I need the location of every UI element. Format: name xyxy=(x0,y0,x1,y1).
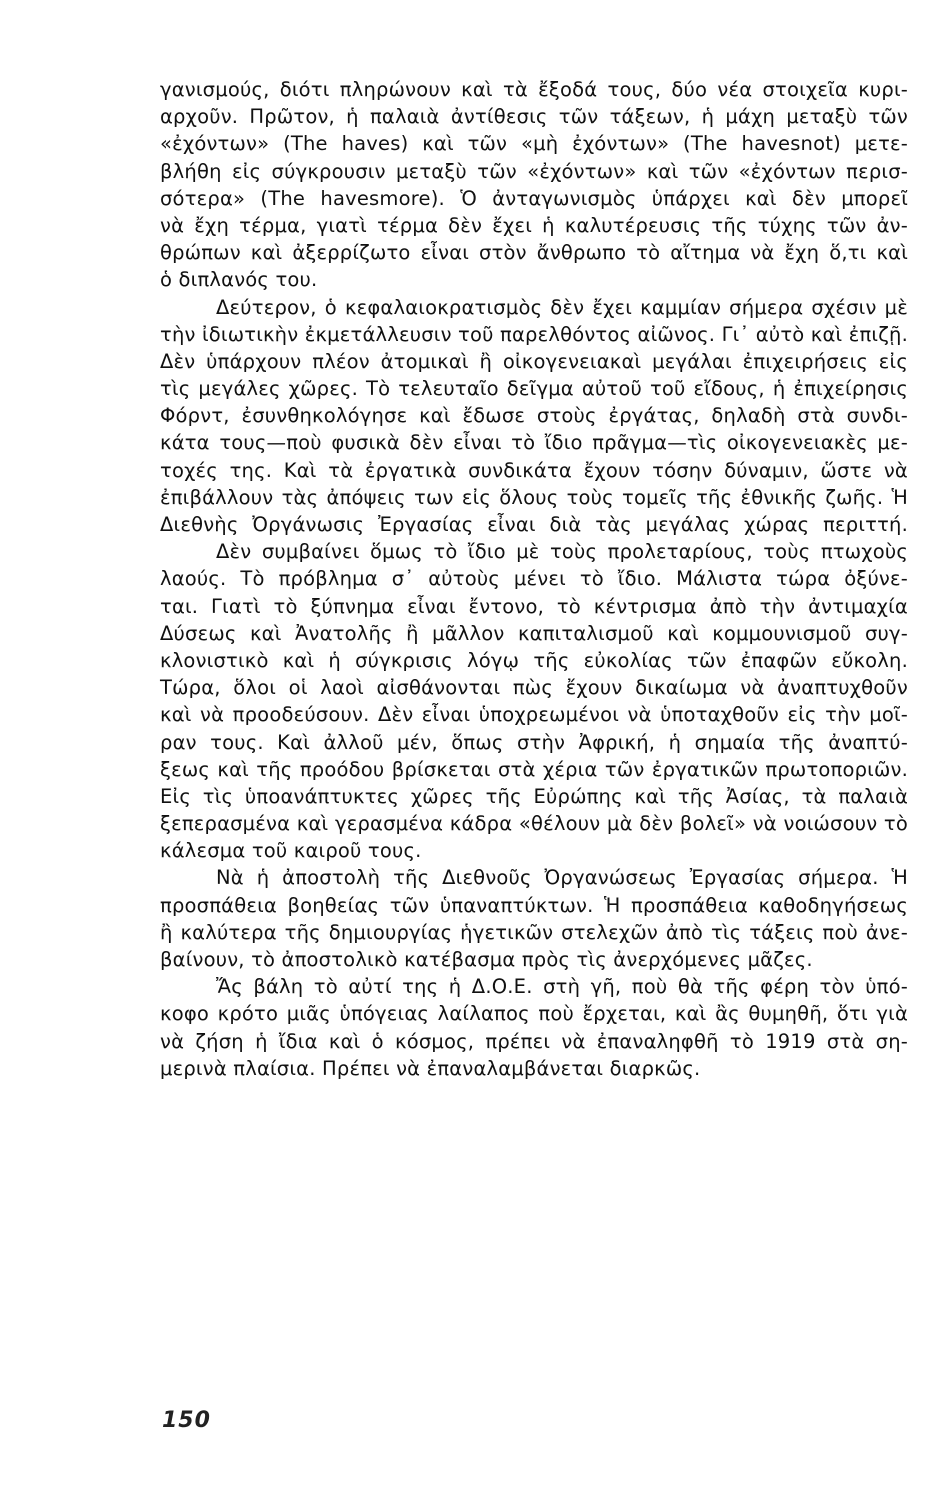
text-line: Δύσεως καὶ Ἀνατολῆς ἢ μᾶλλον καπιταλισμοῦ καὶ κομμουνισμοῦ συγ- xyxy=(160,621,908,645)
text-line: τὶς μεγάλες χῶρες. Τὸ τελευταῖο δεῖγμα αὐτοῦ τοῦ εἴδους, ἡ ἐπιχείρησις xyxy=(160,377,908,401)
text-line: Δεύτερον, ὁ κεφαλαιοκρατισμὸς δὲν ἔχει καμμίαν σήμερα σχέσιν μὲ xyxy=(216,295,908,319)
text-line: κάλεσμα τοῦ καιροῦ τους. xyxy=(160,839,422,863)
text-line: Εἰς τὶς ὑποανάπτυκτες χῶρες τῆς Εὐρώπης καὶ τῆς Ἀσίας, τὰ παλαιὰ xyxy=(160,784,908,808)
text-line: τὴν ἰδιωτικὴν ἐκμετάλλευσιν τοῦ παρελθόντος αἰῶνος. Γι᾿ αὐτὸ καὶ ἐπιζῇ. xyxy=(160,322,908,346)
text-line: αρχοῦν. Πρῶτον, ἡ παλαιὰ ἀντίθεσις τῶν τάξεων, ἡ μάχη μεταξὺ τῶν xyxy=(160,105,908,129)
text-line: κάτα τους—ποὺ φυσικὰ δὲν εἶναι τὸ ἴδιο πρᾶγμα—τὶς οἰκογενειακὲς με- xyxy=(160,431,908,455)
text-line: ραν τους. Καὶ ἀλλοῦ μέν, ὅπως στὴν Ἀφρική, ἡ σημαία τῆς ἀναπτύ- xyxy=(160,730,908,754)
text-line: βλήθη εἰς σύγκρουσιν μεταξὺ τῶν «ἐχόντων» καὶ τῶν «ἐχόντων περισ- xyxy=(160,159,908,183)
body-text xyxy=(160,76,908,1082)
text-line: «ἐχόντων» (The haves) καὶ τῶν «μὴ ἐχόντων» (The havesnot) μετε- xyxy=(160,132,908,156)
text-line: γανισμούς, διότι πληρώνουν καὶ τὰ ἔξοδά τους, δύο νέα στοιχεῖα κυρι- xyxy=(160,78,908,101)
text-line: Δὲν ὑπάρχουν πλέον ἀτομικαὶ ἢ οἰκογενειακαὶ μεγάλαι ἐπιχειρήσεις εἰς xyxy=(160,349,908,373)
page-number: 150 xyxy=(162,1408,211,1433)
text-line: προσπάθεια βοηθείας τῶν ὑπαναπτύκτων. Ἡ προσπάθεια καθοδηγήσεως xyxy=(160,893,908,917)
text-line: Διεθνὴς Ὀργάνωσις Ἐργασίας εἶναι διὰ τὰς μεγάλας χώρας περιττή. xyxy=(160,513,908,536)
text-line: θρώπων καὶ ἀξερρίζωτο εἶναι στὸν ἄνθρωπο τὸ αἴτημα νὰ ἔχη ὅ,τι καὶ xyxy=(160,241,908,265)
text-line: Νὰ ἡ ἀποστολὴ τῆς Διεθνοῦς Ὀργανώσεως Ἐργασίας σήμερα. Ἡ xyxy=(216,866,908,890)
text-line: Φόρντ, ἐσυνθηκολόγησε καὶ ἔδωσε στοὺς ἐργάτας, δηλαδὴ στὰ συνδι- xyxy=(160,404,908,428)
text-line: τοχές της. Καὶ τὰ ἐργατικὰ συνδικάτα ἔχουν τόσην δύναμιν, ὥστε νὰ xyxy=(160,458,908,482)
text-line: ἢ καλύτερα τῆς δημιουργίας ἡγετικῶν στελεχῶν ἀπὸ τὶς τάξεις ποὺ ἀνε- xyxy=(160,920,908,944)
text-line: ὁ διπλανός του. xyxy=(160,268,318,292)
text-line: ξεπερασμένα καὶ γερασμένα κάδρα «θέλουν μὰ δὲν βολεῖ» νὰ νοιώσουν τὸ xyxy=(160,812,908,836)
text-line: Δὲν συμβαίνει ὅμως τὸ ἴδιο μὲ τοὺς προλεταρίους, τοὺς πτωχοὺς xyxy=(216,540,908,564)
text-line: ξεως καὶ τῆς προόδου βρίσκεται στὰ χέρια τῶν ἐργατικῶν πρωτοποριῶν. xyxy=(160,757,908,781)
text-line: λαούς. Τὸ πρόβλημα σ᾿ αὐτοὺς μένει τὸ ἴδιο. Μάλιστα τώρα ὀξύνε- xyxy=(160,567,908,591)
text-line: καὶ νὰ προοδεύσουν. Δὲν εἶναι ὑποχρεωμένοι νὰ ὑποταχθοῦν εἰς τὴν μοῖ- xyxy=(160,703,908,727)
text-line: σότερα» (The havesmore). Ὁ ἀνταγωνισμὸς ὑπάρχει καὶ δὲν μπορεῖ xyxy=(160,186,908,210)
text-line: μερινὰ πλαίσια. Πρέπει νὰ ἐπαναλαμβάνεται διαρκῶς. xyxy=(160,1056,701,1080)
text-line: Τώρα, ὅλοι οἱ λαοὶ αἰσθάνονται πὼς ἔχουν δικαίωμα νὰ ἀναπτυχθοῦν xyxy=(160,676,908,700)
text-line: νὰ ἔχη τέρμα, γιατὶ τέρμα δὲν ἔχει ἡ καλυτέρευσις τῆς τύχης τῶν ἀν- xyxy=(160,213,908,237)
text-line: ἐπιβάλλουν τὰς ἀπόψεις των εἰς ὅλους τοὺς τομεῖς τῆς ἐθνικῆς ζωῆς. Ἡ xyxy=(160,485,908,509)
text-line: Ἄς βάλη τὸ αὐτί της ἡ Δ.Ο.Ε. στὴ γῆ, ποὺ θὰ τῆς φέρη τὸν ὑπό- xyxy=(216,975,908,999)
text-line: ται. Γιατὶ τὸ ξύπνημα εἶναι ἔντονο, τὸ κέντρισμα ἀπὸ τὴν ἀντιμαχία xyxy=(160,594,908,618)
text-line: βαίνουν, τὸ ἀποστολικὸ κατέβασμα πρὸς τὶς ἀνερχόμενες μᾶζες. xyxy=(160,948,813,971)
text-line: κλονιστικὸ καὶ ἡ σύγκρισις λόγῳ τῆς εὐκολίας τῶν ἐπαφῶν εὔκολη. xyxy=(160,648,908,672)
text-line: νὰ ζήση ἡ ἴδια καὶ ὁ κόσμος, πρέπει νὰ ἐπαναληφθῆ τὸ 1919 στὰ ση- xyxy=(160,1029,908,1053)
text-line: κοφο κρότο μιᾶς ὑπόγειας λαίλαπος ποὺ ἔρχεται, καὶ ἂς θυμηθῆ, ὅτι γιὰ xyxy=(160,1002,908,1026)
